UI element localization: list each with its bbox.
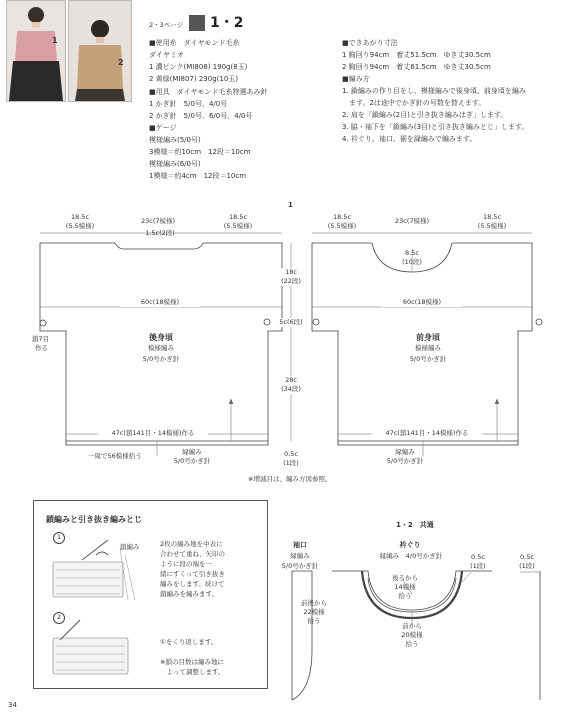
common-label: 1・2 共通 xyxy=(396,521,434,529)
front-piece-hook: 5/0号かぎ針 xyxy=(409,355,447,363)
front-neck-label: 23c(7模様) xyxy=(394,217,430,225)
method-line: ます。2は途中でかぎ針の号数を替えます。 xyxy=(342,99,486,107)
front-pick-line: 20模様 xyxy=(401,631,423,639)
armhole-label: 5c(6段) xyxy=(273,318,309,327)
back-piece-hook: 5/0号かぎ針 xyxy=(142,355,180,363)
materials-line: ■用具 ダイヤモンド毛糸特選あみ針 xyxy=(149,88,268,96)
tip-chain-label: 鎖編み xyxy=(120,543,140,551)
tip-repeat-text: ①をくり返します。 xyxy=(160,638,218,646)
front-right-shoulder-sub: (5.5模様) xyxy=(477,222,507,230)
shaping-note: ※増減目は、編み方図参照。 xyxy=(248,475,332,483)
back-neck-label: 23c(7模様) xyxy=(140,217,176,225)
hem-edge-label: 0.5c xyxy=(284,450,298,458)
pattern-title: 1・2 xyxy=(210,15,244,31)
back-hem-label: 47c(鎖141目・14模様)作る xyxy=(98,429,208,438)
method-line: 4. 衿ぐり、袖口、裾を縁編みで編みます。 xyxy=(342,135,477,143)
materials-line: 1 濃ピンク(MI808) 190g(8玉) xyxy=(149,63,248,71)
tip-text-line: 2枚の編み地を中表に xyxy=(160,540,223,548)
tip-step-2-number: 2 xyxy=(57,614,61,621)
materials-line: ■ゲージ xyxy=(149,124,177,132)
back-pick-line: 14模様 xyxy=(394,583,416,591)
page-number: 34 xyxy=(8,701,17,709)
tip-step-1-number: 1 xyxy=(57,534,61,541)
method-line: 3. 脇・袖下を「鎖編み(3目)と引き抜き編みとじ」します。 xyxy=(342,123,529,131)
back-right-shoulder-sub: (5.5模様) xyxy=(223,222,253,230)
materials-line: 2 かぎ針 5/0号、6/0号、4/0号 xyxy=(149,112,253,120)
front-edge-hook: 5/0号かぎ針 xyxy=(386,457,424,465)
back-piece-name: 後身頃 xyxy=(149,333,173,342)
materials-line: 模様編み(6/0号) xyxy=(149,160,201,168)
materials-line: ■使用糸 ダイヤモンド毛糸 xyxy=(149,39,240,47)
body-height-sub: (34段) xyxy=(275,385,307,394)
tip-text-line: 合わせて重ね、矢印の xyxy=(160,550,225,558)
back-edge-label: 縁編み xyxy=(182,448,202,456)
back-side-label: 鎖7目 xyxy=(32,335,50,343)
neck-edge-label: 0.5c xyxy=(471,553,485,561)
page-reference: 2・3ページ xyxy=(149,21,184,29)
tip-text-line: 編みをします。続けて xyxy=(160,580,225,588)
method-line: 2. 肩を「鎖編み(2目)と引き抜き編みはぎ」します。 xyxy=(342,111,508,119)
front-left-shoulder-sub: (5.5模様) xyxy=(327,222,357,230)
materials-line: 1 かぎ針 5/0号、4/0号 xyxy=(149,100,228,108)
sleeve-pick-line: 前後から xyxy=(301,599,327,607)
sleeve-edge-sub: (1段) xyxy=(519,562,535,570)
neck-edge-sub: (1段) xyxy=(470,562,486,570)
front-neck-depth-sub: (10段) xyxy=(402,258,422,266)
method-title: ■編み方 xyxy=(342,75,370,83)
diagram-section-number: 1 xyxy=(288,201,293,209)
size-title: ■できあがり寸法 xyxy=(342,39,398,47)
front-width-label: 60c(18模様) xyxy=(382,298,462,307)
photo-2-number: 2 xyxy=(118,58,124,67)
sleeve-pick-line: 22模様 xyxy=(303,608,325,616)
tip-box-title: 鎖編みと引き抜き編みとじ xyxy=(46,515,142,524)
front-hem-label: 47c(鎖141目・14模様)作る xyxy=(372,429,482,438)
tip-note-line: よって調整します。 xyxy=(160,668,225,676)
back-neck-depth-label: 1.5c(2段) xyxy=(145,229,175,237)
back-width-label: 60c(18模様) xyxy=(120,298,200,307)
front-piece-pattern: 模様編み xyxy=(415,344,441,352)
method-line: 1. 鎖編みの作り目をし、模様編みで後身頃、前身頃を編み xyxy=(342,87,526,95)
front-neck-depth-label: 8.5c xyxy=(405,249,419,257)
sleeve-hook: 5/0号かぎ針 xyxy=(281,562,319,570)
back-right-shoulder-label: 18.5c xyxy=(228,213,248,221)
front-right-shoulder-label: 18.5c xyxy=(482,213,502,221)
back-piece-pattern: 模様編み xyxy=(148,344,174,352)
front-edge-label: 縁編み xyxy=(395,448,415,456)
front-piece-name: 前身頃 xyxy=(416,333,440,342)
tip-text-line: 緒にすくって引き抜き xyxy=(160,570,225,578)
tip-text-line: ように段の端を一 xyxy=(160,560,212,568)
sleeve-pick-line: 拾う xyxy=(307,617,321,625)
neck-title: 衿ぐり xyxy=(399,541,421,549)
sleeve-pattern: 縁編み xyxy=(290,552,310,560)
back-hem-border-label: 一周で56模様拾う xyxy=(88,452,142,460)
back-left-shoulder-label: 18.5c xyxy=(70,213,90,221)
sleeve-edge-label: 0.5c xyxy=(520,553,534,561)
tip-text-line: 鎖編みを編みます。 xyxy=(160,590,218,598)
size-line: 2 胸回り94cm 着丈61.5cm ゆき丈30.5cm xyxy=(342,63,491,71)
yoke-height-label: 18c xyxy=(277,268,305,277)
back-pick-line: 後ろから xyxy=(392,574,418,582)
materials-line: 3模様＝約10cm 12段＝10cm xyxy=(149,148,251,156)
hem-edge-sub: (1段) xyxy=(283,459,299,467)
back-left-shoulder-sub: (5.5模様) xyxy=(65,222,95,230)
photo-1-number: 1 xyxy=(52,36,58,45)
back-side-label-2: 作る xyxy=(35,344,48,352)
size-line: 1 胸回り94cm 着丈51.5cm ゆき丈30.5cm xyxy=(342,51,491,59)
sleeve-title: 袖口 xyxy=(293,541,307,549)
back-edge-hook: 5/0号かぎ針 xyxy=(173,457,211,465)
front-left-shoulder-label: 18.5c xyxy=(332,213,352,221)
yoke-height-sub: (22段) xyxy=(275,277,307,286)
materials-line: ダイヤミオ xyxy=(149,51,184,59)
materials-line: 2 黄緑(MI807) 230g(10玉) xyxy=(149,75,239,83)
front-pick-line: 拾う xyxy=(405,640,419,648)
tip-note-line: ※鎖の目数は編み地に xyxy=(160,658,224,666)
materials-line: 1模様＝約4cm 12段＝10cm xyxy=(149,172,247,180)
front-pick-line: 前から xyxy=(402,622,422,630)
materials-line: 模様編み(5/0号) xyxy=(149,136,201,144)
body-height-label: 28c xyxy=(277,376,305,385)
back-pick-line: 拾う xyxy=(398,592,412,600)
neck-pattern: 縁編み 4/0号かぎ針 xyxy=(379,552,443,560)
